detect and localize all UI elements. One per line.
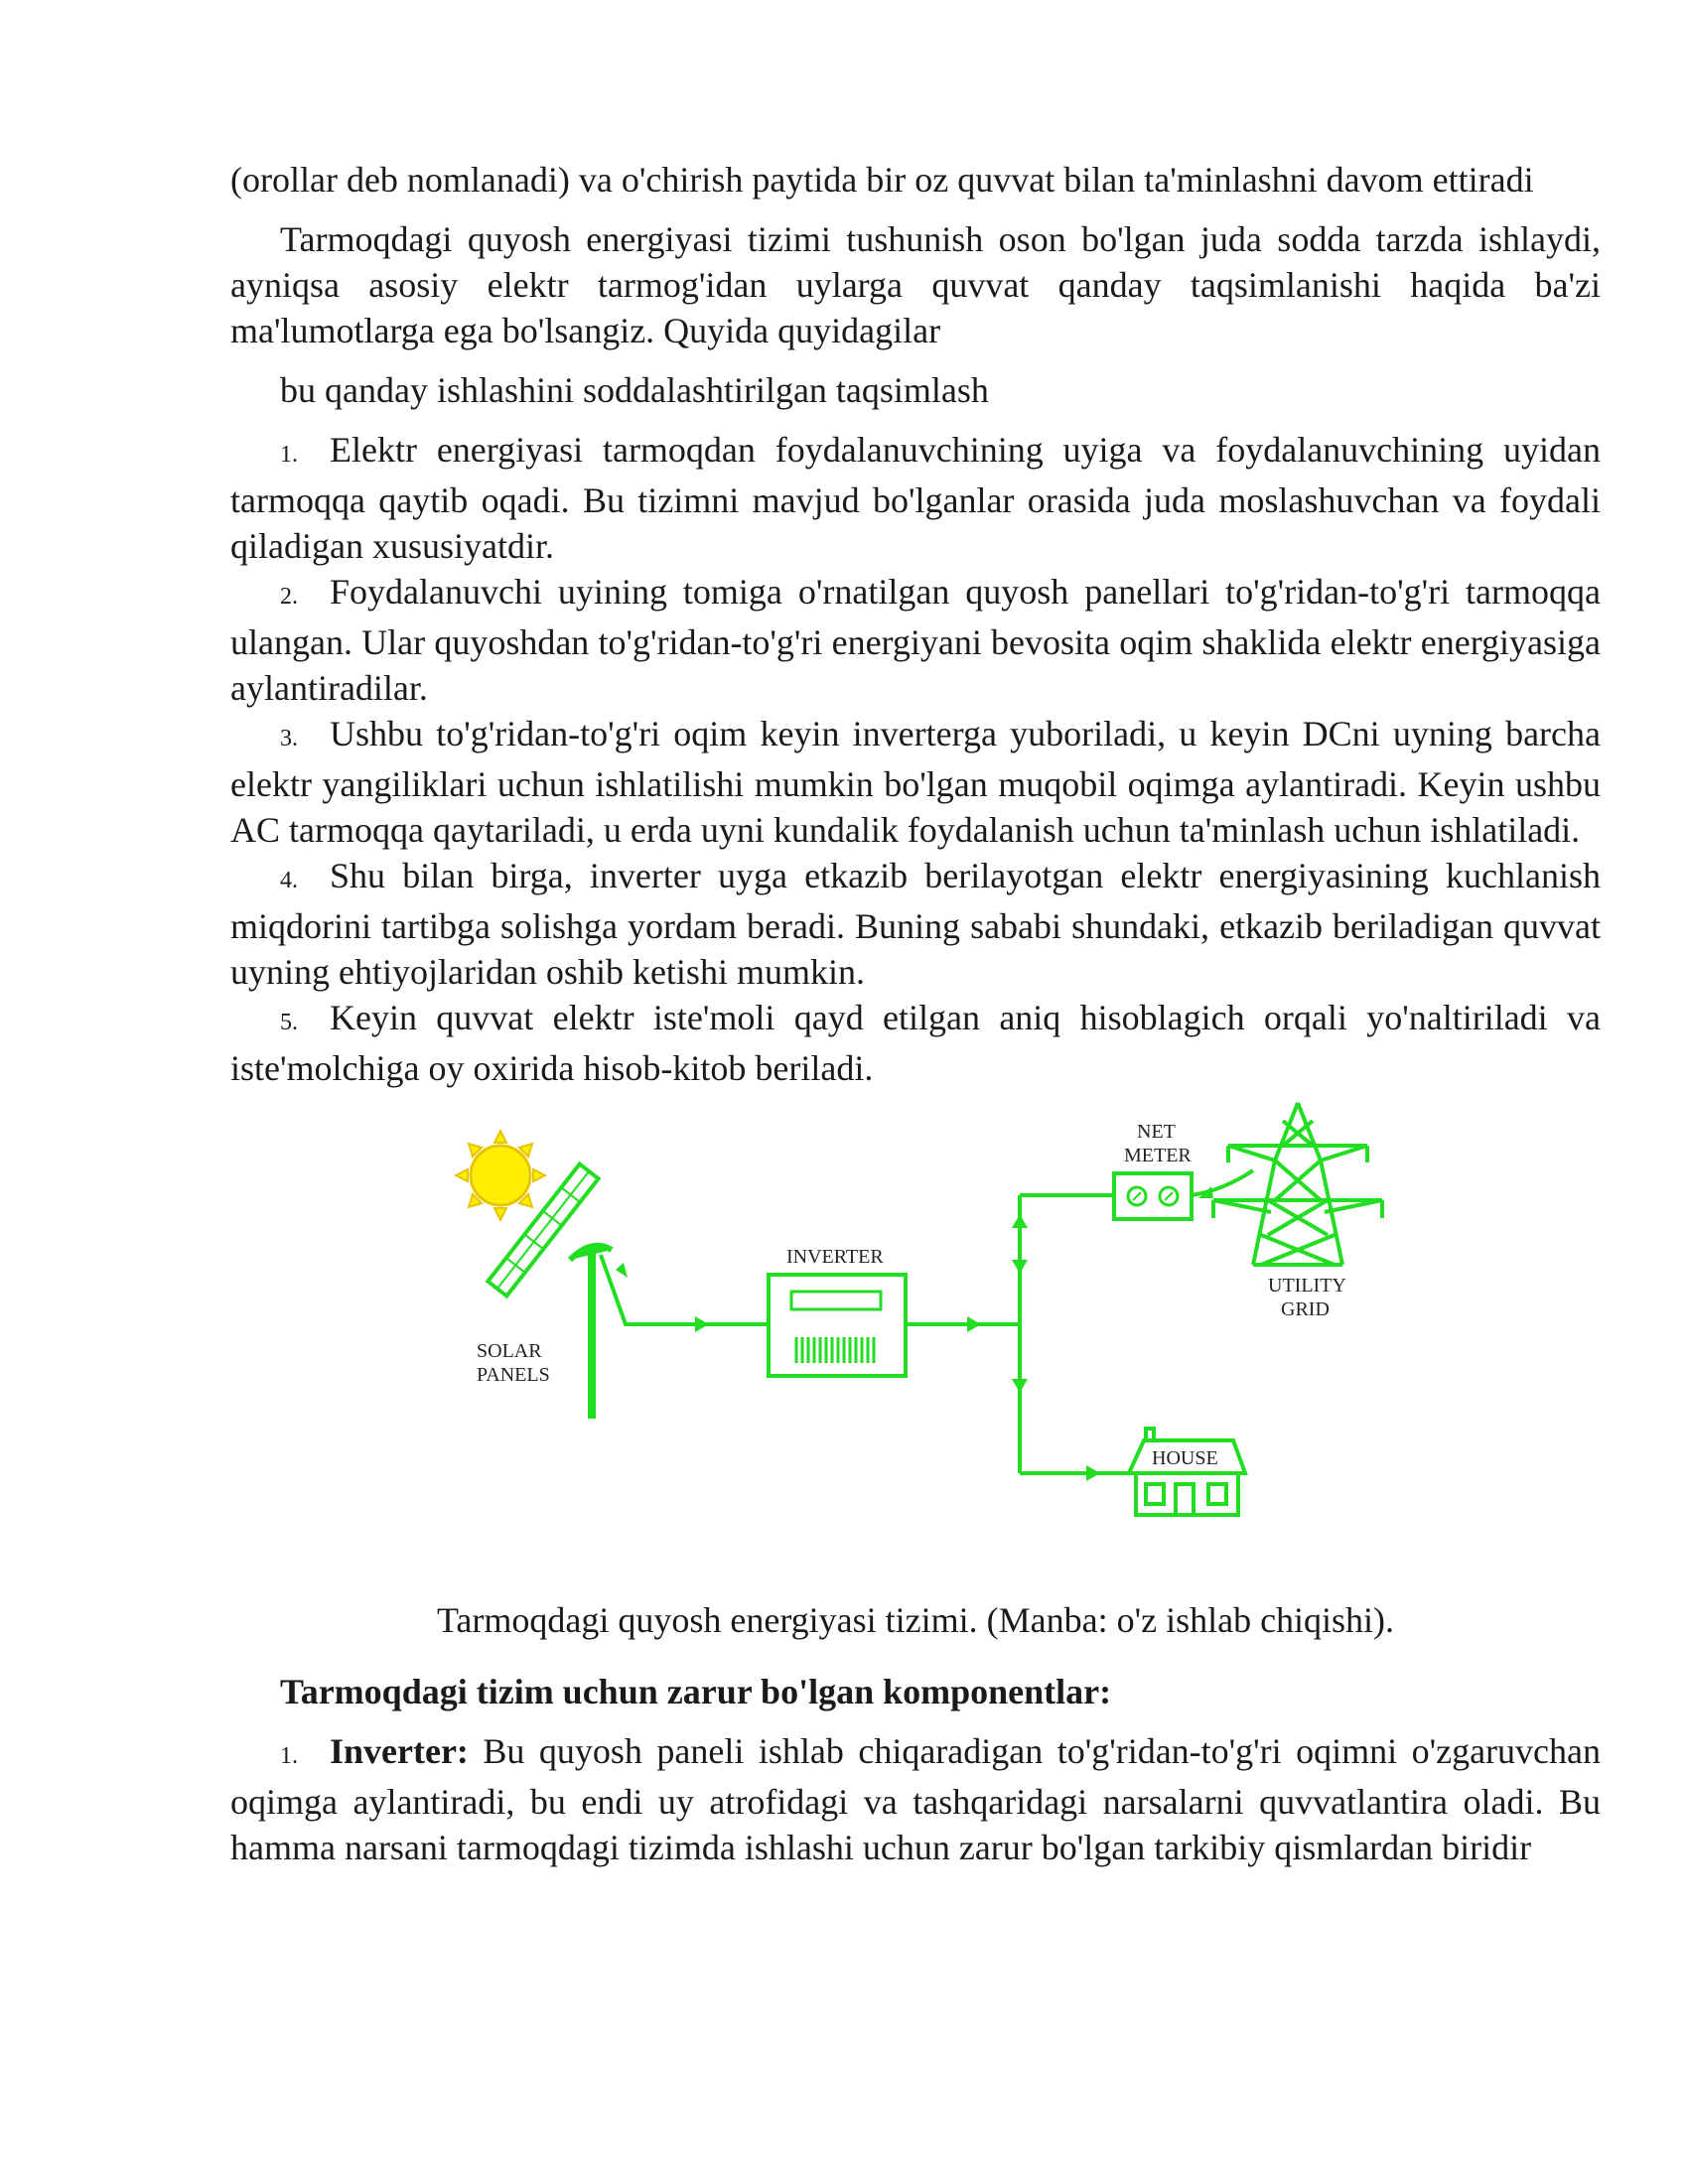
inverter-label: INVERTER xyxy=(786,1246,884,1268)
list-text: Shu bilan birga, inverter uyga etkazib berilayotgan elektr energiyasining kuchlanish miqdorini tartibga solishga yordam beradi. Buning sababi shundaki, etkazib beriladigan quvvat uyning ehtiyojlaridan oshib ketishi mumkin. xyxy=(230,856,1601,992)
components-list xyxy=(230,1728,1601,1870)
flow-arrows xyxy=(616,1186,1213,1481)
utility-grid-label-line1: UTILITY xyxy=(1268,1275,1346,1297)
list-text: Elektr energiyasi tarmoqdan foydalanuvchining uyiga va foydalanuvchining uyidan tarmoqqa qaytib oqadi. Bu tizimni mavjud bo'lganlar orasida juda moslashuvchan va foydali qiladigan xususiyatdir. xyxy=(230,430,1601,566)
net-meter-label-line2: METER xyxy=(1124,1145,1192,1166)
diagram-svg xyxy=(230,1101,1601,1597)
house-label: HOUSE xyxy=(1152,1447,1218,1469)
intro-paragraph: Tarmoqdagi quyosh energiyasi tizimi tushunish oson bo'lgan juda sodda tarzda ishlaydi, ayniqsa asosiy elektr tarmog'idan uylarga quvvat qanday taqsimlanishi haqida ba'zi ma'lumotlarga ega bo'lsangiz. Quyida quyidagilar xyxy=(230,219,1601,350)
figure-caption: Tarmoqdagi quyosh energiyasi tizimi. (Manba: o'z ishlab chiqishi). xyxy=(436,1600,1395,1640)
list-number: 5. xyxy=(280,1010,298,1035)
component-title: Inverter: xyxy=(330,1731,469,1771)
lead-paragraph: bu qanday ishlashini soddalashtirilgan taqsimlash xyxy=(280,370,989,410)
utility-grid-label-line2: GRID xyxy=(1281,1298,1330,1320)
list-item xyxy=(230,995,1601,1091)
list-number: 1. xyxy=(280,442,298,468)
list-item xyxy=(230,1728,1601,1870)
list-item xyxy=(230,569,1601,711)
list-number: 1. xyxy=(280,1743,298,1769)
continuation-paragraph: (orollar deb nomlanadi) va o'chirish paytida bir oz quvvat bilan ta'minlashni davom ettiradi xyxy=(230,160,1534,200)
list-item xyxy=(230,711,1601,853)
solar-system-diagram xyxy=(230,1101,1601,1597)
list-number: 2. xyxy=(280,584,298,610)
list-text: Keyin quvvat elektr iste'moli qayd etilgan aniq hisoblagich orqali yo'naltiriladi va iste'molchiga oy oxirida hisob-kitob beriladi. xyxy=(230,998,1601,1088)
net-meter-icon xyxy=(1114,1173,1192,1219)
list-item xyxy=(230,853,1601,995)
components-heading: Tarmoqdagi tizim uchun zarur bo'lgan komponentlar: xyxy=(280,1672,1112,1711)
list-text: Ushbu to'g'ridan-to'g'ri oqim keyin inverterga yuboriladi, u keyin DCni uyning barcha elektr yangiliklari uchun ishlatilishi mumkin bo'lgan muqobil oqimga aylantiradi. Keyin ushbu AC tarmoqqa qaytariladi, u erda uyni kundalik foydalanish uchun ta'minlash uchun ishlatiladi. xyxy=(230,714,1601,850)
solar-label-line1: SOLAR xyxy=(477,1340,542,1362)
net-meter-label-line1: NET xyxy=(1137,1121,1176,1143)
list-number: 3. xyxy=(280,726,298,751)
sun-icon xyxy=(456,1131,545,1220)
utility-tower-icon xyxy=(1213,1103,1382,1265)
list-text: Bu quyosh paneli ishlab chiqaradigan to'g'ridan-to'g'ri oqimni o'zgaruvchan oqimga aylantiradi, bu endi uy atrofidagi va tashqaridagi narsalarni quvvatlantira oladi. Bu hamma narsani tarmoqdagi tizimda ishlashi uchun zarur bo'lgan tarkibiy qismlardan biridir xyxy=(230,1731,1601,1867)
steps-list xyxy=(230,427,1601,1091)
list-number: 4. xyxy=(280,868,298,893)
inverter-icon xyxy=(769,1275,906,1376)
solar-label-line2: PANELS xyxy=(477,1364,550,1386)
document-page xyxy=(230,157,1601,1870)
house-icon xyxy=(1129,1429,1245,1515)
list-text: Foydalanuvchi uyining tomiga o'rnatilgan quyosh panellari to'g'ridan-to'g'ri tarmoqqa ulangan. Ular quyoshdan to'g'ridan-to'g'ri energiyani bevosita oqim shaklida elektr energiyasiga aylantiradilar. xyxy=(230,572,1601,708)
list-item xyxy=(230,427,1601,569)
